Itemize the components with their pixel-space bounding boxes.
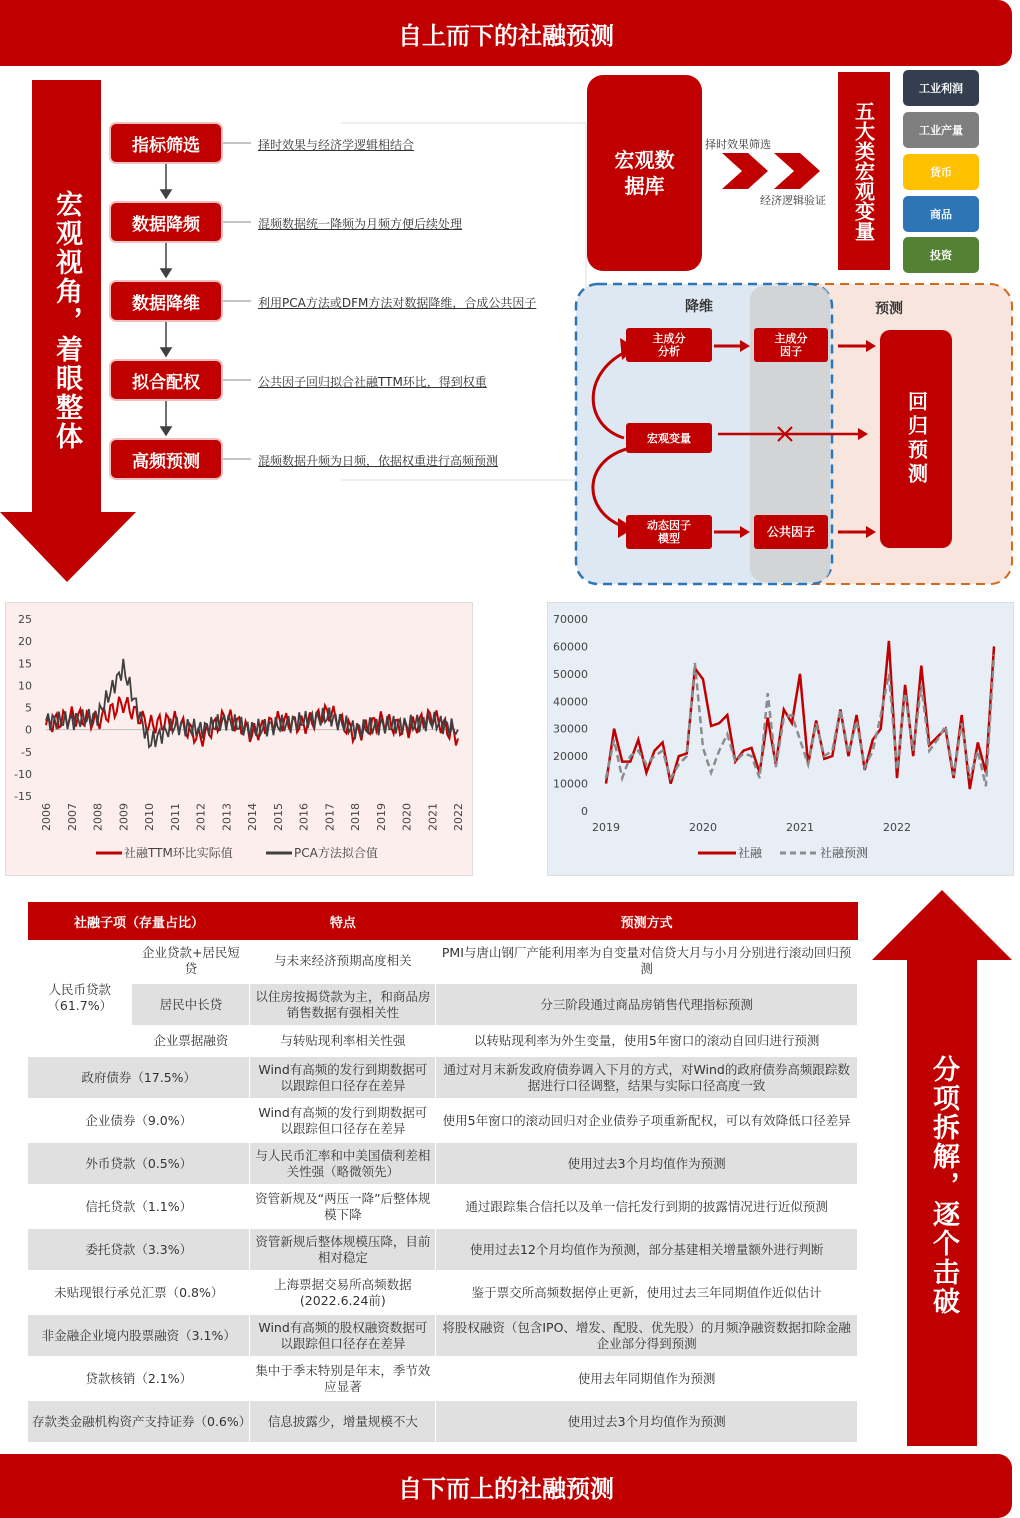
- table-cell: 企业贷款+居民短贷: [132, 940, 250, 983]
- macro-var-box: [626, 423, 712, 453]
- table-cell: 外币贷款（0.5%）: [28, 1142, 250, 1185]
- x-tick-label: 2018: [349, 803, 362, 831]
- category-industrial-profit: [903, 70, 979, 106]
- table-cell: 政府债券（17.5%）: [28, 1056, 250, 1099]
- chart-ttm-svg: [6, 603, 472, 875]
- table-cell: 贷款核销（2.1%）: [28, 1357, 250, 1400]
- table-cell: 信托贷款（1.1%）: [28, 1185, 250, 1228]
- chart-ttm: [5, 602, 473, 876]
- table-header: 预测方式: [436, 902, 858, 940]
- dfm-box: [626, 515, 712, 549]
- table-cell: 分三阶段通过商品房销售代理指标预测: [436, 983, 858, 1026]
- table-cell: 集中于季末特别是年末，季节效应显著: [250, 1357, 436, 1400]
- x-tick-label: 2016: [297, 803, 311, 831]
- step-desc: 择时效果与经济学逻辑相结合: [258, 138, 415, 152]
- step-label: 指标筛选: [132, 135, 200, 156]
- x-tick-label: 2010: [143, 803, 156, 831]
- y-tick-label: 70000: [553, 613, 588, 626]
- x-tick-label: 2006: [40, 803, 53, 831]
- step-fit-weights: [111, 361, 221, 399]
- y-tick-label: 20000: [553, 750, 588, 764]
- category-label: 货币: [930, 166, 952, 179]
- category-label: 工业产量: [919, 124, 963, 137]
- table-header: 社融子项（存量占比）: [28, 902, 250, 940]
- table-cell: 企业票据融资: [132, 1026, 250, 1056]
- table-cell: 鉴于票交所高频数据停止更新，使用过去三年同期值作近似估计: [436, 1271, 858, 1314]
- table-cell: 使用过去12个月均值作为预测，部分基建相关增量额外进行判断: [436, 1228, 858, 1271]
- pc-factor-box: [754, 328, 828, 362]
- x-tick-label: 2021: [426, 803, 440, 831]
- step-indicator-selection: [111, 124, 221, 162]
- category-investment: [903, 237, 979, 273]
- five-vars-label: 五大类宏观变量: [851, 101, 876, 241]
- table-cell: PMI与唐山钢厂产能利用率为自变量对信贷大月与小月分别进行滚动回归预测: [436, 940, 858, 983]
- logic-label: 经济逻辑验证: [760, 194, 826, 207]
- top-banner-title: 自上而下的社融预测: [398, 21, 614, 50]
- x-tick-label: 2011: [168, 803, 182, 831]
- table-cell: 资管新规后整体规模压降，目前相对稳定: [250, 1228, 436, 1271]
- y-tick-label: 20: [18, 635, 32, 649]
- sub-item-table: [28, 902, 858, 1444]
- table-cell: Wind有高频的发行到期数据可以跟踪但口径存在差异: [250, 1099, 436, 1142]
- y-tick-label: 0: [581, 805, 588, 818]
- legend-label: PCA方法拟合值: [294, 846, 378, 860]
- pc-factor-box-label: 主成分因子: [774, 332, 808, 358]
- category-label: 工业利润: [919, 82, 963, 95]
- legend-label: 社融预测: [820, 846, 869, 860]
- table-cell: 以住房按揭贷款为主，和商品房销售数据有强相关性: [250, 983, 436, 1026]
- table-cell: 与人民币汇率和中美国债利差相关性强（略微领先）: [250, 1142, 436, 1185]
- table-cell: Wind有高频的发行到期数据可以跟踪但口径存在差异: [250, 1056, 436, 1099]
- x-tick-label: 2014: [246, 803, 259, 831]
- y-tick-label: 5: [25, 701, 32, 715]
- y-tick-label: 40000: [553, 695, 588, 709]
- x-tick-label: 2008: [91, 803, 105, 831]
- table-cell: 与未来经济预期高度相关: [250, 940, 436, 983]
- pca-box: [626, 328, 712, 362]
- chart-tsf-svg: [548, 603, 1013, 875]
- y-tick-label: 30000: [553, 722, 588, 736]
- common-factor-box: [754, 515, 828, 549]
- step-hf-forecast: [111, 440, 221, 478]
- macro-database: [587, 75, 702, 271]
- table-cell: 使用过去3个月均值作为预测: [436, 1142, 858, 1185]
- top-banner: [0, 0, 1012, 66]
- table-cell: 信息披露少，增量规模不大: [250, 1400, 436, 1443]
- legend-label: 社融: [738, 846, 763, 860]
- table-cell: 未贴现银行承兑汇票（0.8%）: [28, 1271, 250, 1314]
- table-cell: 以转贴现利率为外生变量，使用5年窗口的滚动自回归进行预测: [436, 1026, 858, 1056]
- category-money: [903, 154, 979, 190]
- y-tick-label: -5: [21, 745, 32, 759]
- step-dim-reduction: [111, 282, 221, 320]
- macro-var-box-label: 宏观变量: [647, 431, 691, 445]
- bottom-banner-title: 自下而上的社融预测: [398, 1474, 614, 1503]
- regress-box-label: 回归预测: [904, 391, 929, 487]
- chevron-arrows-icon: [720, 151, 830, 191]
- x-tick-label: 2017: [323, 803, 337, 831]
- table-header: 特点: [250, 902, 436, 940]
- left-arrow-text: 宏观视角，着眼整体: [51, 190, 82, 451]
- table-cell: 将股权融资（包含IPO、增发、配股、优先股）的月频净融资数据扣除金融企业部分得到预测: [436, 1314, 858, 1357]
- x-tick-label: 2019: [374, 803, 388, 831]
- table-cell: 委托贷款（3.3%）: [28, 1228, 250, 1271]
- step-desc: 公共因子回归拟合社融TTM环比，得到权重: [258, 375, 487, 389]
- macro-database-label: 宏观数据库: [614, 148, 675, 198]
- legend-label: 社融TTM环比实际值: [124, 846, 233, 860]
- x-tick-label: 2022: [883, 821, 911, 834]
- y-tick-label: 50000: [553, 667, 588, 681]
- table-cell: 非金融企业境内股票融资（3.1%）: [28, 1314, 250, 1357]
- table-group-rmb: [28, 940, 132, 1056]
- y-tick-label: 15: [18, 657, 32, 671]
- common-factor-box-label: 公共因子: [766, 524, 815, 539]
- x-tick-label: 2020: [400, 803, 414, 831]
- x-tick-label: 2013: [220, 803, 234, 831]
- y-tick-label: 10: [18, 679, 32, 693]
- table-cell: 存款类金融机构资产支持证券（0.6%）: [28, 1400, 250, 1443]
- table-cell: 通过跟踪集合信托以及单一信托发行到期的披露情况进行近似预测: [436, 1185, 858, 1228]
- filter-label: 择时效果筛选: [705, 138, 771, 151]
- category-label: 商品: [930, 208, 952, 221]
- table-cell: 使用过去3个月均值作为预测: [436, 1400, 858, 1443]
- table-cell: 上海票据交易所高频数据(2022.6.24前): [250, 1271, 436, 1314]
- y-tick-label: -10: [14, 767, 32, 781]
- step-label: 高频预测: [132, 451, 200, 472]
- group-label: 人民币贷款（61.7%）: [47, 981, 113, 1013]
- step-desc: 混频数据升频为日频，依据权重进行高频预测: [258, 454, 499, 468]
- series-line: [606, 641, 994, 789]
- right-arrow-text: 分项拆解，逐个击破: [928, 1055, 959, 1316]
- step-downsample: [111, 203, 221, 241]
- step-label: 数据降维: [132, 293, 200, 314]
- step-desc: 混频数据统一降频为月频方便后续处理: [258, 217, 463, 231]
- x-tick-label: 2015: [271, 803, 285, 831]
- step-label: 数据降频: [132, 214, 200, 235]
- x-tick-label: 2007: [65, 803, 79, 831]
- category-commodity: [903, 196, 979, 232]
- y-tick-label: 25: [18, 613, 32, 626]
- step-desc: 利用PCA方法或DFM方法对数据降维，合成公共因子: [258, 296, 537, 310]
- y-tick-label: 60000: [553, 640, 588, 654]
- five-vars-box: [838, 72, 890, 270]
- table-cell: Wind有高频的股权融资数据可以跟踪但口径存在差异: [250, 1314, 436, 1357]
- dim-title: 降维: [685, 299, 713, 315]
- table-cell: 使用去年同期值作为预测: [436, 1357, 858, 1400]
- x-tick-label: 2022: [452, 803, 465, 831]
- pred-title: 预测: [875, 301, 903, 317]
- x-tick-label: 2020: [689, 821, 717, 834]
- table-cell: 居民中长贷: [132, 983, 250, 1026]
- y-tick-label: -15: [14, 790, 32, 803]
- pca-box-label: 主成分分析: [652, 332, 686, 358]
- table-cell: 资管新规及“两压一降”后整体规模下降: [250, 1185, 436, 1228]
- category-label: 投资: [930, 249, 952, 262]
- table-cell: 通过对月末新发政府债券调入下月的方式，对Wind的政府债券高频跟踪数据进行口径调整，结果与实际口径高度一致: [436, 1056, 858, 1099]
- table-cell: 与转贴现利率相关性强: [250, 1026, 436, 1056]
- chart-tsf: [547, 602, 1014, 876]
- regress-box: [880, 330, 952, 548]
- table-cell: 使用5年窗口的滚动回归对企业债券子项重新配权，可以有效降低口径差异: [436, 1099, 858, 1142]
- x-tick-label: 2012: [194, 803, 208, 831]
- y-tick-label: 0: [25, 723, 32, 737]
- x-tick-label: 2009: [117, 803, 131, 831]
- category-industrial-output: [903, 112, 979, 148]
- x-tick-label: 2019: [592, 821, 620, 834]
- bottom-banner: [0, 1454, 1012, 1518]
- dfm-box-label: 动态因子模型: [647, 519, 691, 545]
- table-cell: 企业债券（9.0%）: [28, 1099, 250, 1142]
- y-tick-label: 10000: [553, 777, 588, 791]
- series-line: [46, 697, 458, 747]
- step-label: 拟合配权: [132, 372, 200, 393]
- x-tick-label: 2021: [786, 821, 814, 834]
